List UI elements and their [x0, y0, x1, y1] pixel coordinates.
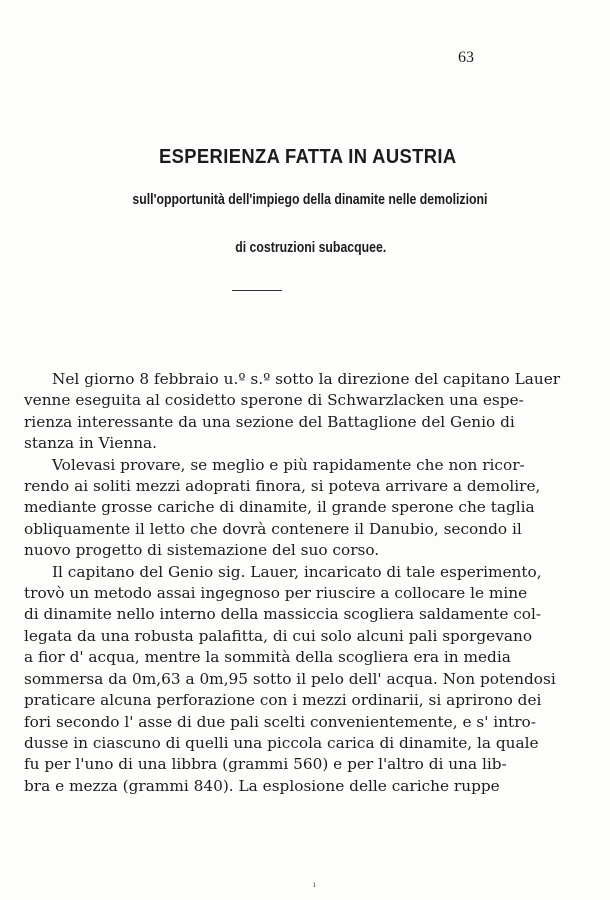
printer-mark: ı [313, 880, 316, 889]
text-line: venne eseguita al cosidetto sperone di Schwarzlacken una espe- [24, 391, 524, 410]
text-line: praticare alcuna perforazione con i mezzi ordinarii, si aprirono dei [24, 691, 542, 710]
text-line: di dinamite nello interno della massiccia scogliera saldamente col- [24, 605, 542, 624]
text-line: Nel giorno 8 febbraio u.º s.º sotto la direzione del capitano Lauer [52, 370, 561, 388]
text-line: Il capitano del Genio sig. Lauer, incaricato di tale esperimento, [52, 562, 542, 581]
text-line: sommersa da 0m,63 a 0m,95 sotto il pelo dell' acqua. Non potendosi [24, 669, 556, 688]
text-line: legata da una robusta palafitta, di cui solo alcuni pali sporgevano [24, 626, 533, 645]
article-subtitle-line-1: sull'opportunità dell'impiego della dinamite nelle demolizioni [132, 191, 488, 208]
article-body [24, 369, 561, 797]
text-line: stanza in Vienna. [24, 434, 158, 453]
text-line: rienza interessante da una sezione del Battaglione del Genio di [24, 412, 515, 431]
text-line: a fior d' acqua, mentre la sommità della scogliera era in media [24, 648, 511, 667]
article-title: ESPERIENZA FATTA IN AUSTRIA [158, 146, 457, 168]
text-line: rendo ai soliti mezzi adoprati finora, si poteva arrivare a demolire, [24, 477, 541, 496]
text-line: trovò un metodo assai ingegnoso per riuscire a collocare le mine [24, 584, 528, 603]
text-line: obliquamente il letto che dovrà contenere il Danubio, secondo il [24, 519, 522, 538]
text-line: fu per l'uno di una libbra (grammi 560) e per l'altro di una lib- [24, 755, 507, 774]
title-divider [232, 290, 282, 291]
text-line: fori secondo l' asse di due pali scelti convenientemente, e s' intro- [24, 712, 536, 731]
text-line: mediante grosse cariche di dinamite, il grande sperone che taglia [24, 498, 535, 517]
text-line: Volevasi provare, se meglio e più rapidamente che non ricor- [52, 455, 525, 474]
page-number: 63 [458, 49, 474, 66]
article-subtitle-line-2: di costruzioni subacquee. [235, 239, 387, 256]
text-line: bra e mezza (grammi 840). La esplosione delle cariche ruppe [24, 776, 500, 795]
text-line: dusse in ciascuno di quelli una piccola carica di dinamite, la quale [24, 733, 539, 752]
text-line: nuovo progetto di sistemazione del suo corso. [24, 541, 380, 560]
